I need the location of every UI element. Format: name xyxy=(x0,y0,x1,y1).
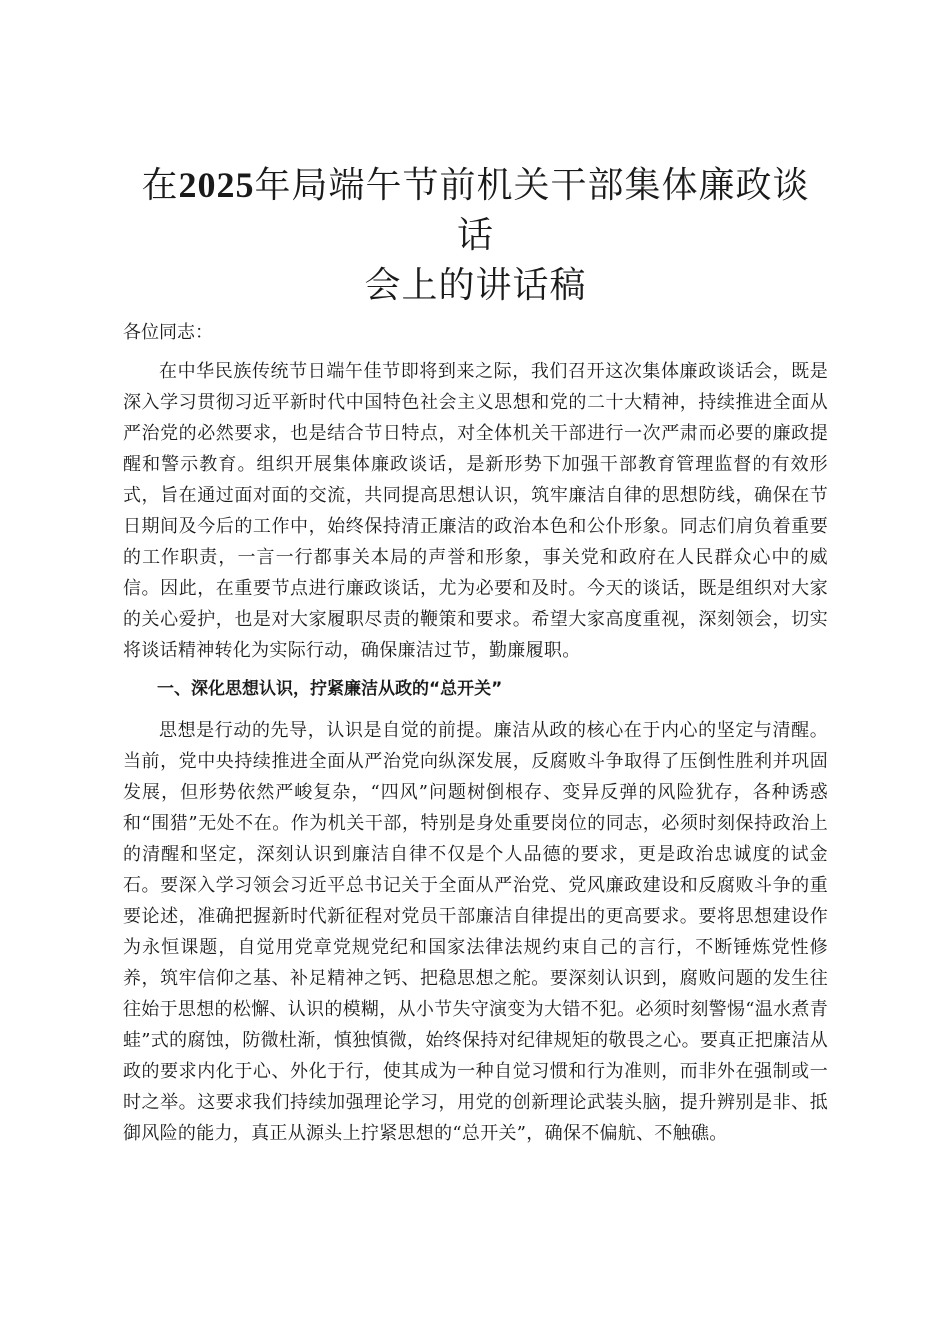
document-page xyxy=(123,160,828,1157)
paragraph-intro: 在中华民族传统节日端午佳节即将到来之际，我们召开这次集体廉政谈话会，既是深入学习贯彻习近平新时代中国特色社会主义思想和党的二十大精神，持续推进全面从严治党的必然要求，也是结合节日特点，对全体机关干部进行一次严肃而必要的廉政提醒和警示教育。组织开展集体廉政谈话，是新形势下加强干部教育管理监督的有效形式，旨在通过面对面的交流，共同提高思想认识，筑牢廉洁自律的思想防线，确保在节日期间及今后的工作中，始终保持清正廉洁的政治本色和公仆形象。同志们肩负着重要的工作职责，一言一行都事关本局的声誉和形象，事关党和政府在人民群众心中的威信。因此，在重要节点进行廉政谈话，尤为必要和及时。今天的谈话，既是组织对大家的关心爱护，也是对大家履职尽责的鞭策和要求。希望大家高度重视，深刻领会，切实将谈话精神转化为实际行动，确保廉洁过节，勤廉履职。 xyxy=(123,361,828,661)
title-main: 年局端午节前机关干部集体廉政谈话 xyxy=(254,165,810,256)
section-1-heading: 一、深化思想认识，拧紧廉洁从政的“总开关” xyxy=(157,679,503,699)
title-year: 2025 xyxy=(178,165,255,205)
document-title xyxy=(123,160,828,311)
title-line-2: 会上的讲话稿 xyxy=(364,265,587,306)
salutation: 各位同志： xyxy=(123,322,213,343)
paragraph-section-1: 思想是行动的先导，认识是自觉的前提。廉洁从政的核心在于内心的坚定与清醒。当前，党中央持续推进全面从严治党向纵深发展，反腐败斗争取得了压倒性胜利并巩固发展，但形势依然严峻复杂，“四风”问题树倒根存、变异反弹的风险犹存，各种诱惑和“围猎”无处不在。作为机关干部，特别是身处重要岗位的同志，必须时刻保持政治上的清醒和坚定，深刻认识到廉洁自律不仅是个人品德的要求，更是政治忠诚度的试金石。要深入学习领会习近平总书记关于全面从严治党、党风廉政建设和反腐败斗争的重要论述，准确把握新时代新征程对党员干部廉洁自律提出的更高要求。要将思想建设作为永恒课题，自觉用党章党规党纪和国家法律法规约束自己的言行，不断锤炼党性修养，筑牢信仰之基、补足精神之钙、把稳思想之舵。要深刻认识到，腐败问题的发生往往始于思想的松懈、认识的模糊，从小节失守演变为大错不犯。必须时刻警惕“温水煮青蛙”式的腐蚀，防微杜渐，慎独慎微，始终保持对纪律规矩的敬畏之心。要真正把廉洁从政的要求内化于心、外化于行，使其成为一种自觉习惯和行为准则，而非外在强制或一时之举。这要求我们持续加强理论学习，用党的创新理论武装头脑，提升辨别是非、抵御风险的能力，真正从源头上拧紧思想的“总开关”，确保不偏航、不触礁。 xyxy=(123,720,828,1144)
title-prefix: 在 xyxy=(141,165,179,206)
